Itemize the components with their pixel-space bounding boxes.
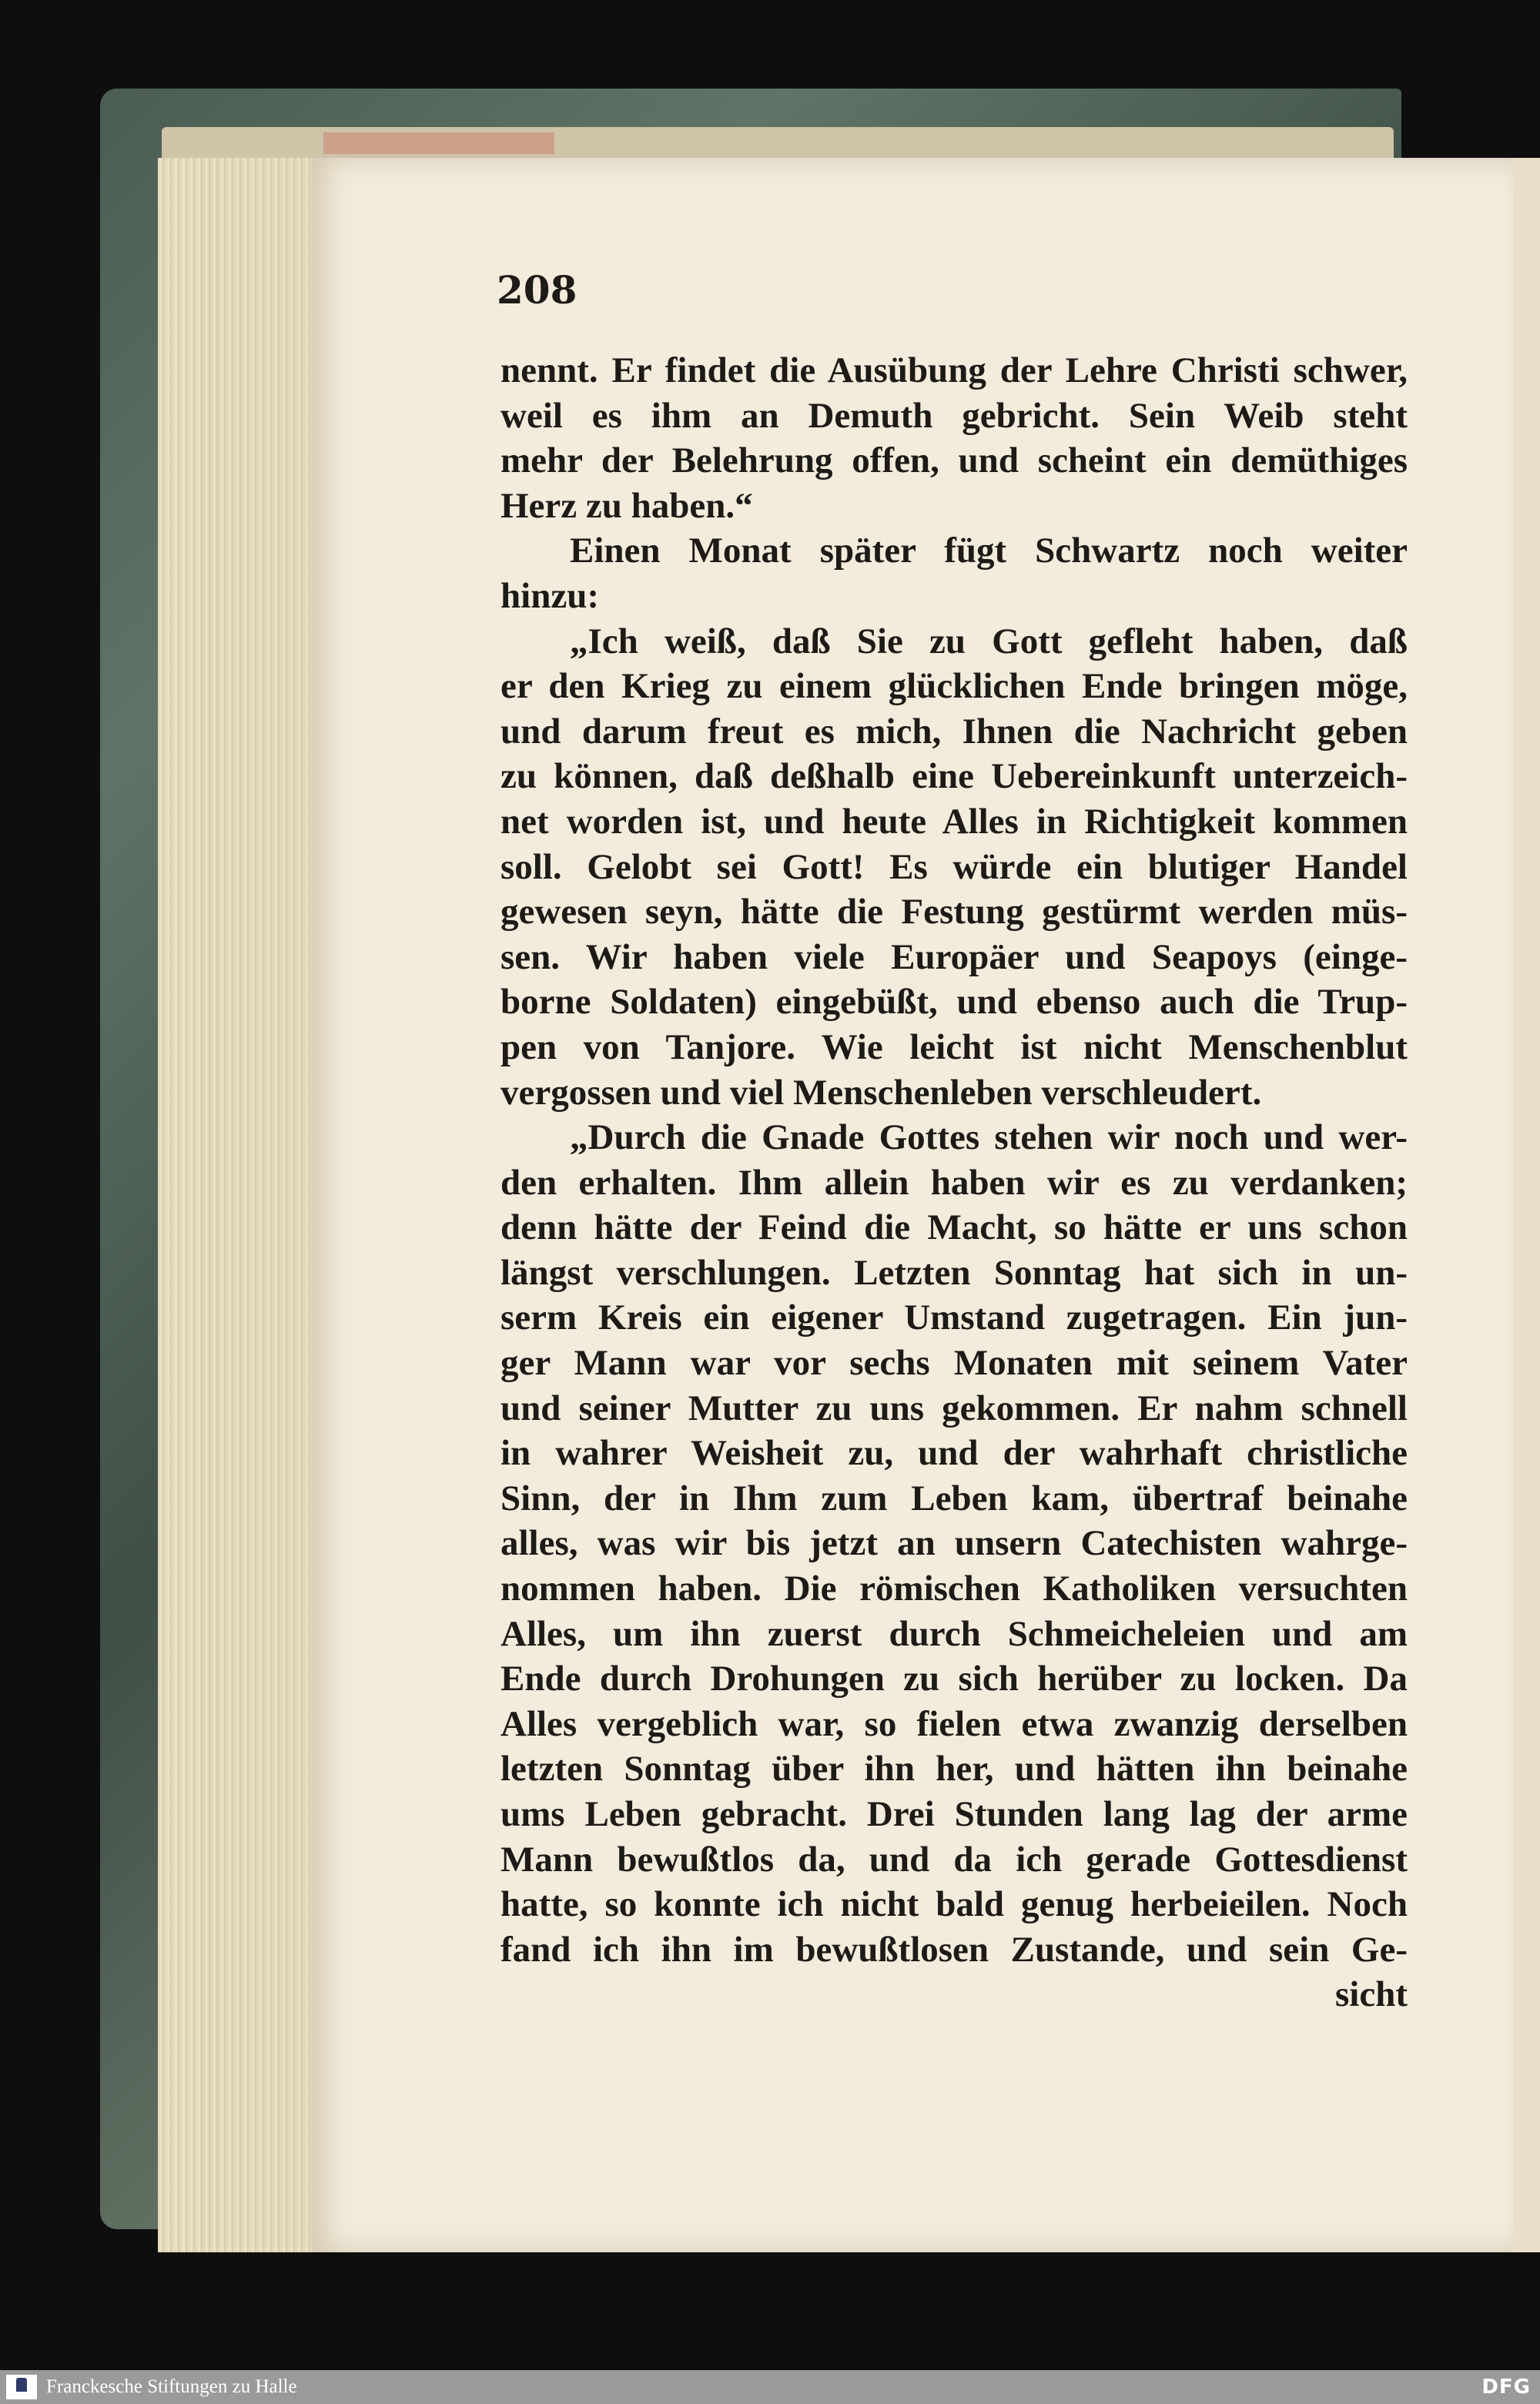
text-line: den erhalten. Ihm allein haben wir es zu verdanken; <box>500 1162 1408 1203</box>
catchword: sicht <box>1335 1974 1408 2015</box>
text-line: längst verschlungen. Letzten Sonntag hat sich in un- <box>500 1252 1408 1293</box>
text-line: weil es ihm an Demuth gebricht. Sein Weib steht <box>500 395 1408 436</box>
text-line: Ende durch Drohungen zu sich herüber zu locken. Da <box>500 1659 1408 1699</box>
text-line: soll. Gelobt sei Gott! Es würde ein blutiger Handel <box>500 846 1408 887</box>
text-line: ums Leben gebracht. Drei Stunden lang lag der arme <box>500 1794 1408 1834</box>
institution-name: Franckesche Stiftungen zu Halle <box>46 2376 297 2397</box>
text-line: fand ich ihn im bewußtlosen Zustande, und sein Ge- <box>500 1929 1408 1970</box>
text-line: sen. Wir haben viele Europäer und Seapoys (einge- <box>500 936 1408 977</box>
text-line: Herz zu haben.“ <box>500 485 753 526</box>
text-line: vergossen und viel Menschenleben verschleudert. <box>500 1072 1262 1113</box>
cover-label-strip <box>323 132 554 154</box>
text-line: hinzu: <box>500 575 599 616</box>
page-text <box>500 348 1408 2017</box>
building-icon <box>16 2378 27 2392</box>
text-line: alles, was wir bis jetzt an unsern Catechisten wahrge- <box>500 1523 1408 1564</box>
text-line: denn hätte der Feind die Macht, so hätte er uns schon <box>500 1207 1408 1248</box>
text-line: hatte, so konnte ich nicht bald genug herbeieilen. Noch <box>500 1884 1408 1925</box>
text-line: pen von Tanjore. Wie leicht ist nicht Menschenblut <box>500 1026 1408 1067</box>
text-line: zu können, daß deßhalb eine Uebereinkunft unterzeich- <box>500 756 1408 797</box>
institution-logo <box>6 2375 37 2399</box>
text-line: „Durch die Gnade Gottes stehen wir noch und wer- <box>570 1117 1408 1158</box>
text-line: er den Krieg zu einem glücklichen Ende bringen möge, <box>500 666 1408 707</box>
viewer-footer-bar <box>0 2370 1540 2404</box>
text-line: in wahrer Weisheit zu, und der wahrhaft christliche <box>500 1433 1408 1474</box>
text-line: nommen haben. Die römischen Katholiken versuchten <box>500 1569 1408 1609</box>
text-line: „Ich weiß, daß Sie zu Gott gefleht haben, daß <box>570 621 1408 661</box>
text-line: Sinn, der in Ihm zum Leben kam, übertraf beinahe <box>500 1478 1408 1518</box>
text-line: letzten Sonntag über ihn her, und hätten ihn beinahe <box>500 1749 1408 1790</box>
text-line: borne Soldaten) eingebüßt, und ebenso auch die Trup- <box>500 982 1408 1023</box>
text-line: Einen Monat später fügt Schwartz noch weiter <box>570 531 1408 571</box>
dfg-badge: DFG <box>1481 2376 1531 2399</box>
text-line: serm Kreis ein eigener Umstand zugetragen. Ein jun- <box>500 1297 1408 1338</box>
text-line: gewesen seyn, hätte die Festung gestürmt werden müs- <box>500 892 1408 932</box>
text-line: und seiner Mutter zu uns gekommen. Er nahm schnell <box>500 1388 1408 1428</box>
text-line: Mann bewußtlos da, und da ich gerade Gottesdienst <box>500 1839 1408 1880</box>
text-line: ger Mann war vor sechs Monaten mit seinem Vater <box>500 1343 1408 1384</box>
page-block-edges <box>158 158 316 2252</box>
text-line: und darum freut es mich, Ihnen die Nachricht geben <box>500 711 1408 752</box>
text-line: Alles vergeblich war, so fielen etwa zwanzig derselben <box>500 1703 1408 1744</box>
text-line: Alles, um ihn zuerst durch Schmeicheleien und am <box>500 1613 1408 1654</box>
text-line: net worden ist, und heute Alles in Richtigkeit kommen <box>500 801 1408 842</box>
facing-page-edge <box>1513 158 1540 2252</box>
text-line: mehr der Belehrung offen, und scheint ein demüthiges <box>500 440 1408 481</box>
page-number: 208 <box>497 267 578 313</box>
text-line: nennt. Er findet die Ausübung der Lehre Christi schwer, <box>500 350 1408 390</box>
